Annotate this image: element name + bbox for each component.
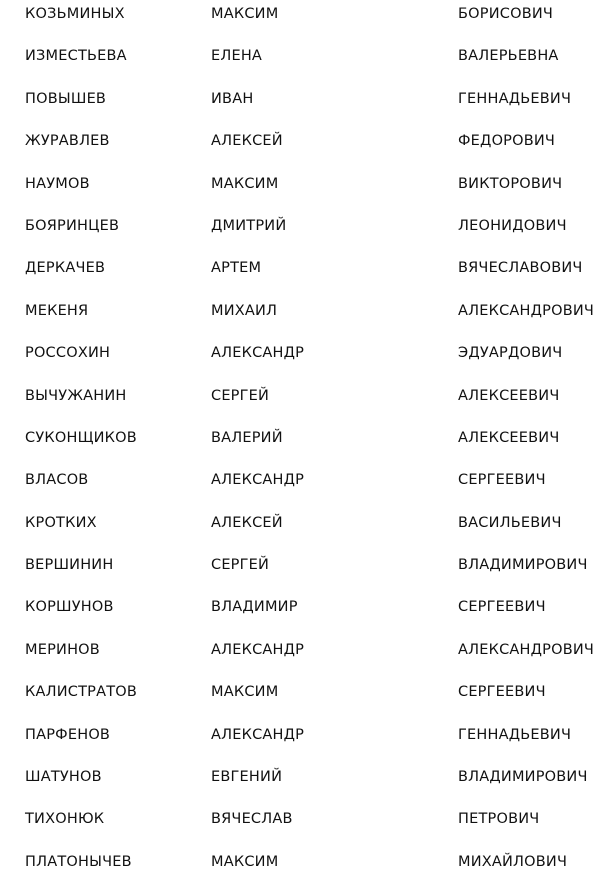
surname-cell: ВЛАСОВ (25, 472, 89, 489)
name-row (0, 42, 611, 84)
surname-cell: ВЫЧУЖАНИН (25, 387, 127, 404)
patronymic-cell: СЕРГЕЕВИЧ (458, 684, 546, 701)
first-name-cell: АЛЕКСЕЙ (211, 514, 283, 531)
name-row (0, 509, 611, 551)
first-name-cell: МАКСИМ (211, 684, 279, 701)
first-name-cell: МАКСИМ (211, 853, 279, 870)
name-row (0, 848, 611, 890)
patronymic-cell: СЕРГЕЕВИЧ (458, 472, 546, 489)
surname-cell: СУКОНЩИКОВ (25, 429, 137, 446)
name-row (0, 212, 611, 254)
patronymic-cell: ВЛАДИМИРОВИЧ (458, 769, 588, 786)
name-row (0, 636, 611, 678)
patronymic-cell: АЛЕКСАНДРОВИЧ (458, 641, 595, 658)
surname-cell: ПАРФЕНОВ (25, 726, 111, 743)
surname-cell: ШАТУНОВ (25, 769, 102, 786)
first-name-cell: ДМИТРИЙ (211, 217, 287, 234)
first-name-cell: МИХАИЛ (211, 302, 278, 319)
name-row (0, 297, 611, 339)
first-name-cell: МАКСИМ (211, 6, 279, 22)
name-row (0, 382, 611, 424)
surname-cell: ТИХОНЮК (25, 811, 105, 828)
first-name-cell: СЕРГЕЙ (211, 557, 270, 574)
name-row (0, 593, 611, 635)
surname-cell: ДЕРКАЧЕВ (25, 260, 106, 277)
surname-cell: КОРШУНОВ (25, 599, 114, 616)
first-name-cell: АЛЕКСАНДР (211, 641, 305, 658)
patronymic-cell: ФЕДОРОВИЧ (458, 133, 556, 150)
surname-cell: БОЯРИНЦЕВ (25, 217, 120, 234)
first-name-cell: АЛЕКСАНДР (211, 472, 305, 489)
name-row (0, 254, 611, 296)
surname-cell: МЕКЕНЯ (25, 302, 89, 319)
surname-cell: КОЗЬМИНЫХ (25, 6, 125, 22)
name-row (0, 170, 611, 212)
first-name-cell: ЕВГЕНИЙ (211, 769, 283, 786)
patronymic-cell: МИХАЙЛОВИЧ (458, 853, 568, 870)
first-name-cell: ВАЛЕРИЙ (211, 429, 283, 446)
first-name-cell: АЛЕКСАНДР (211, 726, 305, 743)
patronymic-cell: ВЛАДИМИРОВИЧ (458, 557, 588, 574)
surname-cell: ПЛАТОНЫЧЕВ (25, 853, 132, 870)
surname-cell: КРОТКИХ (25, 514, 97, 531)
first-name-cell: АЛЕКСАНДР (211, 345, 305, 362)
first-name-cell: МАКСИМ (211, 175, 279, 192)
name-row (0, 0, 611, 42)
surname-cell: РОССОХИН (25, 345, 111, 362)
name-row (0, 551, 611, 593)
patronymic-cell: ЭДУАРДОВИЧ (458, 345, 563, 362)
surname-cell: КАЛИСТРАТОВ (25, 684, 138, 701)
name-row (0, 339, 611, 381)
surname-cell: МЕРИНОВ (25, 641, 100, 658)
patronymic-cell: ГЕННАДЬЕВИЧ (458, 726, 572, 743)
patronymic-cell: АЛЕКСАНДРОВИЧ (458, 302, 595, 319)
patronymic-cell: ВАЛЕРЬЕВНА (458, 48, 559, 65)
patronymic-cell: ВАСИЛЬЕВИЧ (458, 514, 562, 531)
first-name-cell: АРТЕМ (211, 260, 262, 277)
name-row (0, 763, 611, 805)
patronymic-cell: ВИКТОРОВИЧ (458, 175, 563, 192)
patronymic-cell: ЛЕОНИДОВИЧ (458, 217, 567, 234)
first-name-cell: ЕЛЕНА (211, 48, 263, 65)
patronymic-cell: ВЯЧЕСЛАВОВИЧ (458, 260, 583, 277)
patronymic-cell: АЛЕКСЕЕВИЧ (458, 387, 560, 404)
first-name-cell: ВЛАДИМИР (211, 599, 298, 616)
name-row (0, 805, 611, 847)
first-name-cell: СЕРГЕЙ (211, 387, 270, 404)
surname-cell: ВЕРШИНИН (25, 557, 114, 574)
patronymic-cell: ГЕННАДЬЕВИЧ (458, 90, 572, 107)
patronymic-cell: ПЕТРОВИЧ (458, 811, 540, 828)
name-row (0, 678, 611, 720)
first-name-cell: ИВАН (211, 90, 254, 107)
name-row (0, 466, 611, 508)
patronymic-cell: БОРИСОВИЧ (458, 6, 554, 22)
surname-cell: ЖУРАВЛЕВ (25, 133, 110, 150)
surname-cell: ПОВЫШЕВ (25, 90, 107, 107)
name-row (0, 424, 611, 466)
first-name-cell: ВЯЧЕСЛАВ (211, 811, 293, 828)
surname-cell: ИЗМЕСТЬЕВА (25, 48, 127, 65)
name-row (0, 85, 611, 127)
name-row (0, 127, 611, 169)
patronymic-cell: АЛЕКСЕЕВИЧ (458, 429, 560, 446)
patronymic-cell: СЕРГЕЕВИЧ (458, 599, 546, 616)
surname-cell: НАУМОВ (25, 175, 90, 192)
name-row (0, 721, 611, 763)
first-name-cell: АЛЕКСЕЙ (211, 133, 283, 150)
